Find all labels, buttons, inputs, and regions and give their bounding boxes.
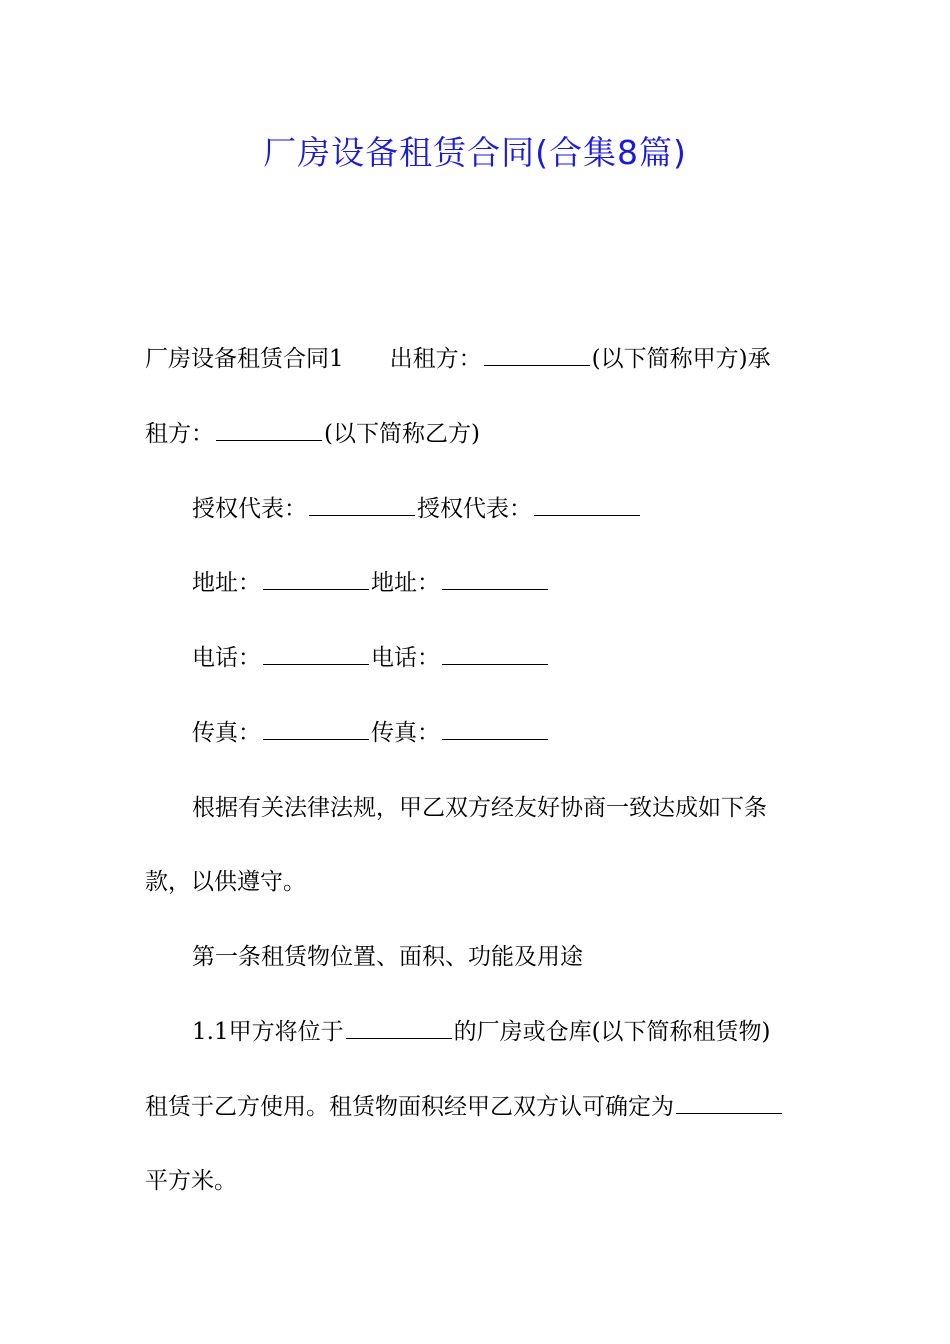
lessee-blank	[216, 416, 322, 441]
lessor-alias-text: (以下简称甲方)承	[591, 346, 771, 372]
location-blank	[346, 1014, 452, 1039]
paragraph-line-11	[145, 1087, 810, 1127]
authorized-rep-blank-a	[309, 491, 415, 516]
authorized-rep-blank-b	[534, 491, 640, 516]
paragraph-line-6	[192, 713, 810, 753]
fax-label-b: 传真：	[371, 720, 440, 746]
area-blank	[676, 1089, 782, 1114]
fax-blank-a	[263, 715, 369, 740]
paragraph-line-10	[192, 1012, 810, 1052]
lessor-blank	[484, 341, 590, 366]
fax-blank-b	[442, 715, 548, 740]
address-label-b: 地址：	[371, 570, 440, 596]
article-one-heading: 第一条租赁物位置、面积、功能及用途	[192, 944, 583, 970]
fax-label-a: 传真：	[192, 720, 261, 746]
paragraph-line-4	[192, 563, 810, 603]
paragraph-line-3	[192, 489, 810, 529]
phone-blank-b	[442, 640, 548, 665]
paragraph-line-1	[145, 339, 810, 379]
clause-1-1-rest: 的厂房或仓库(以下简称租赁物)	[453, 1019, 771, 1045]
lessee-alias-text: (以下简称乙方)	[324, 421, 480, 447]
authorized-rep-label-b: 授权代表：	[417, 496, 532, 522]
phone-blank-a	[263, 640, 369, 665]
authorized-rep-label-a: 授权代表：	[192, 496, 307, 522]
paragraph-line-7: 根据有关法律法规，甲乙双方经友好协商一致达成如下条	[192, 795, 767, 821]
area-text: 租赁于乙方使用。租赁物面积经甲乙双方认可确定为	[145, 1094, 674, 1120]
paragraph-line-12: 平方米。	[145, 1168, 237, 1194]
address-blank-b	[442, 565, 548, 590]
document-title: 厂房设备租赁合同(合集8篇)	[263, 133, 687, 172]
lessor-label: 出租方：	[389, 346, 482, 372]
phone-label-a: 电话：	[192, 645, 261, 671]
paragraph-line-2	[145, 414, 810, 454]
phone-label-b: 电话：	[371, 645, 440, 671]
address-blank-a	[263, 565, 369, 590]
paragraph-line-8: 款，以供遵守。	[145, 869, 306, 895]
clause-1-1-start: 1.1甲方将位于	[192, 1019, 344, 1045]
lessee-label: 租方：	[145, 421, 214, 447]
paragraph-line-5	[192, 638, 810, 678]
contract-heading-1: 厂房设备租赁合同1	[145, 346, 344, 372]
address-label-a: 地址：	[192, 570, 261, 596]
